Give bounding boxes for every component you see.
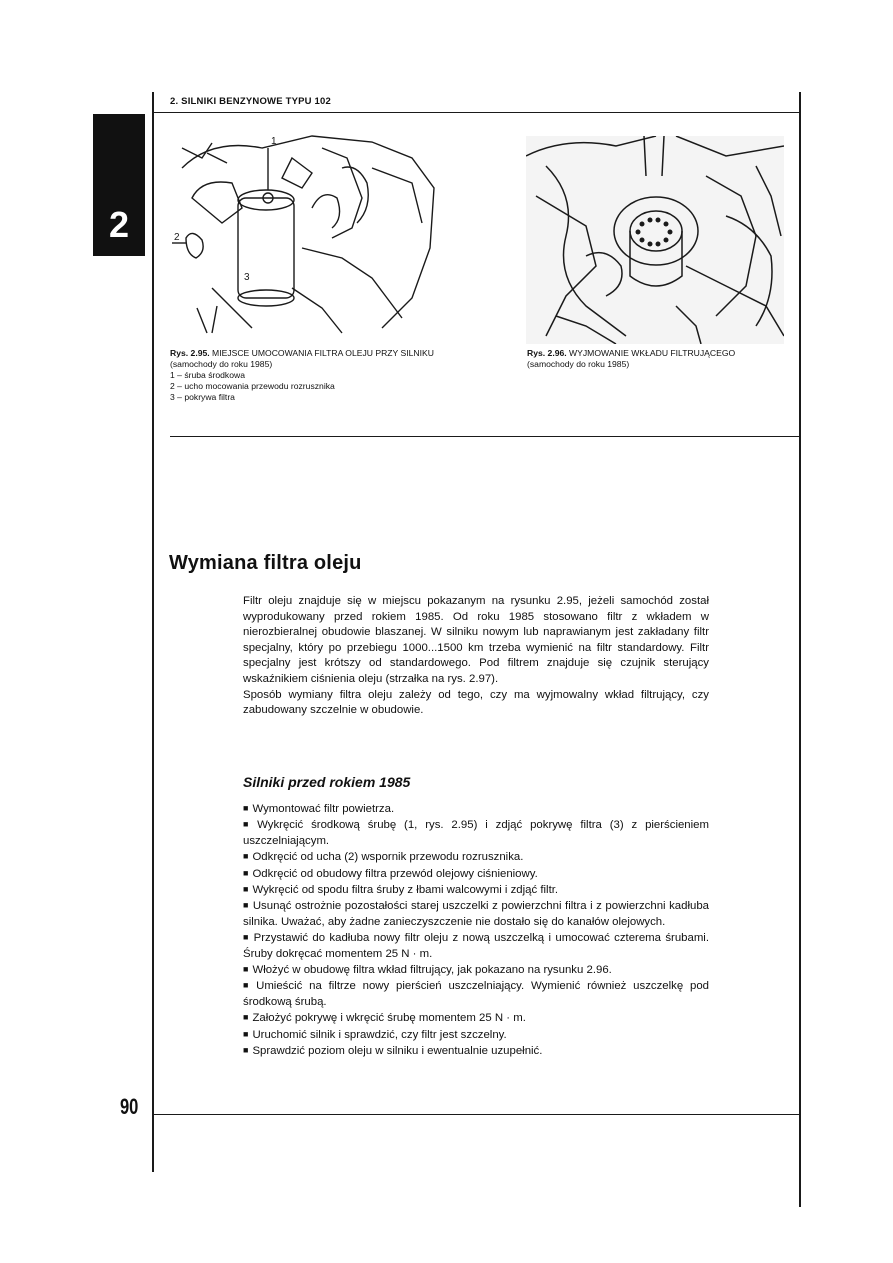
legend-item: 2 – ucho mocowania przewodu rozrusznika bbox=[170, 381, 335, 391]
figure-left-label: Rys. 2.95. bbox=[170, 348, 210, 358]
legend-item: 3 – pokrywa filtra bbox=[170, 392, 235, 402]
engine-drawing-left bbox=[172, 128, 442, 340]
list-item: ■ Umieścić na filtrze nowy pierścień uszczelniający. Wymienić również uszczelkę pod środkową śrubą. bbox=[243, 980, 709, 1008]
list-item: ■ Uruchomić silnik i sprawdzić, czy filtr jest szczelny. bbox=[243, 1028, 507, 1041]
figure-right-title: WYJMOWANIE WKŁADU FILTRUJĄCEGO bbox=[569, 348, 736, 358]
list-item: ■ Założyć pokrywę i wkręcić śrubę momentem 25 N · m. bbox=[243, 1012, 526, 1025]
bullet-icon: ■ bbox=[243, 851, 249, 862]
figure-right-label: Rys. 2.96. bbox=[527, 348, 567, 358]
figure-left-caption bbox=[170, 348, 460, 403]
left-margin-rule bbox=[152, 92, 154, 1172]
figure-left-title: MIEJSCE UMOCOWANIA FILTRA OLEJU PRZY SILNIKU bbox=[212, 348, 434, 358]
figures-bottom-rule bbox=[170, 436, 800, 437]
figure-oil-filter-location bbox=[172, 128, 442, 340]
figure-right-subtitle: (samochody do roku 1985) bbox=[527, 359, 630, 369]
section-title: Wymiana filtra oleju bbox=[169, 552, 362, 574]
callout-3: 3 bbox=[244, 272, 250, 283]
bullet-icon: ■ bbox=[243, 1028, 249, 1039]
bullet-icon: ■ bbox=[243, 819, 254, 830]
procedure-steps bbox=[243, 801, 709, 1060]
list-item: ■ Wymontować filtr powietrza. bbox=[243, 803, 395, 815]
bullet-icon: ■ bbox=[243, 803, 249, 813]
list-item: ■ Odkręcić od obudowy filtra przewód olejowy ciśnieniowy. bbox=[243, 867, 538, 880]
running-header: 2. SILNIKI BENZYNOWE TYPU 102 bbox=[170, 96, 331, 107]
bullet-icon: ■ bbox=[243, 1045, 249, 1056]
callout-1: 1 bbox=[271, 136, 277, 147]
list-item: ■ Przystawić do kadłuba nowy filtr oleju z nową uszczelką i umocować czterema śrubami. Śruby dokręcać momentem 25 N · m. bbox=[243, 932, 710, 960]
subsection-title: Silniki przed rokiem 1985 bbox=[243, 774, 411, 790]
figure-right-caption bbox=[527, 348, 787, 370]
figure-filter-cartridge-removal bbox=[526, 136, 784, 344]
callout-2: 2 bbox=[174, 232, 180, 243]
list-item: ■ Wykręcić środkową śrubę (1, rys. 2.95) i zdjąć pokrywę filtra (3) z pierścieniem uszczelniającym. bbox=[243, 819, 710, 847]
list-item: ■ Odkręcić od ucha (2) wspornik przewodu rozrusznika. bbox=[243, 851, 524, 864]
list-item: ■ Usunąć ostrożnie pozostałości starej uszczelki z powierzchni filtra i z powierzchni kadłuba silnika. Uważać, aby żadne zanieczyszczenie nie dostało się do kanałów olejowych. bbox=[243, 900, 710, 928]
bullet-icon: ■ bbox=[243, 884, 249, 895]
legend-item: 1 – śruba środkowa bbox=[170, 370, 245, 380]
bullet-icon: ■ bbox=[243, 980, 253, 991]
bullet-icon: ■ bbox=[243, 867, 249, 878]
page-number: 90 bbox=[120, 1094, 139, 1119]
header-rule bbox=[152, 112, 800, 113]
engine-drawing-right bbox=[526, 136, 784, 344]
bullet-icon: ■ bbox=[243, 932, 250, 943]
figure-left-subtitle: (samochody do roku 1985) bbox=[170, 359, 273, 369]
footer-rule bbox=[152, 1114, 800, 1115]
list-item: ■ Sprawdzić poziom oleju w silniku i ewentualnie uzupełnić. bbox=[243, 1045, 543, 1058]
body-text bbox=[243, 594, 709, 719]
paragraph: Filtr oleju znajduje się w miejscu pokazanym na rysunku 2.95, jeżeli samochód został wyprodukowany przed rokiem 1985. Od roku 1985 stosowano filtr z wkładem w nierozbieralnej obudowie blaszanej. W silniku nowym lub naprawianym jest zakładany filtr specjalny, który po przebiegu 1000...1500 km trzeba wymienić na filtr standardowy. Filtr specjalny jest krótszy od standardowego. Pod filtrem znajduje się czujnik sterujący wskaźnikiem ciśnienia oleju (strzałka na rys. 2.97). bbox=[243, 595, 709, 685]
bullet-icon: ■ bbox=[243, 1012, 249, 1023]
list-item: ■ Wykręcić od spodu filtra śruby z łbami walcowymi i zdjąć filtr. bbox=[243, 884, 559, 897]
chapter-number: 2 bbox=[108, 204, 130, 245]
bullet-icon: ■ bbox=[243, 964, 249, 975]
list-item: ■ Włożyć w obudowę filtra wkład filtrujący, jak pokazano na rysunku 2.96. bbox=[243, 964, 612, 977]
right-margin-rule bbox=[799, 92, 801, 1207]
chapter-tab bbox=[93, 114, 145, 256]
bullet-icon: ■ bbox=[243, 900, 249, 911]
paragraph: Sposób wymiany filtra oleju zależy od tego, czy ma wyjmowalny wkład filtrujący, czy zabudowany szczelnie w obudowie. bbox=[243, 688, 709, 717]
